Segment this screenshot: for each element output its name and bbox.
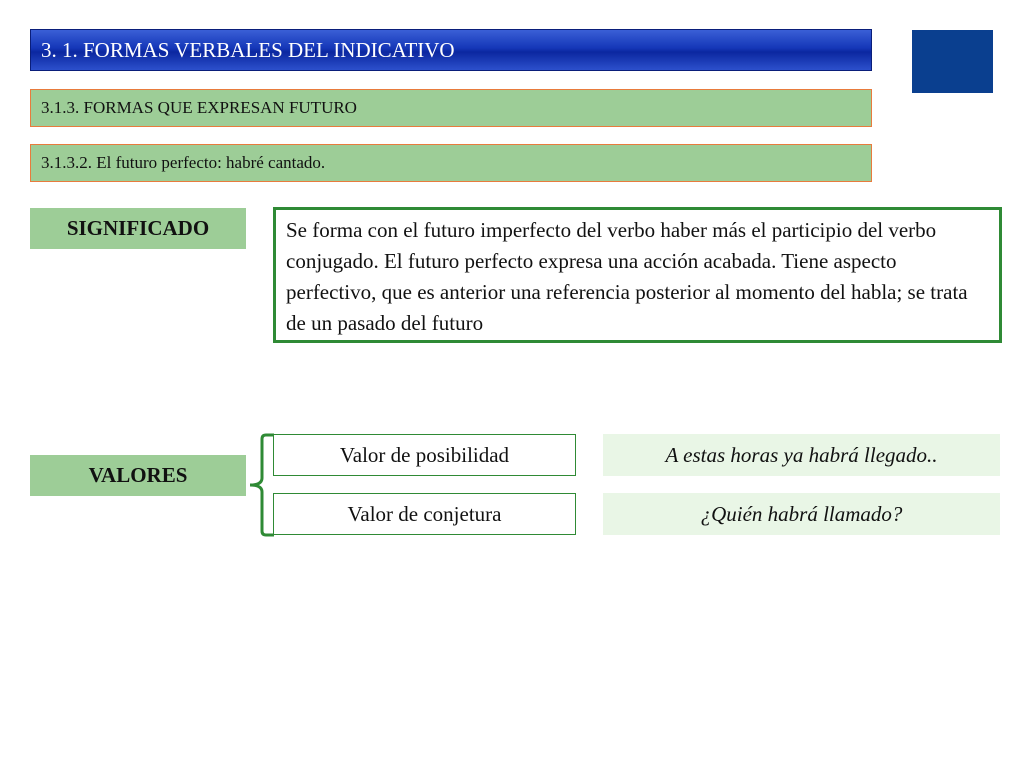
logo-square bbox=[912, 30, 993, 93]
bracket-icon bbox=[244, 432, 276, 538]
significado-label: SIGNIFICADO bbox=[30, 208, 246, 249]
valores-label: VALORES bbox=[30, 455, 246, 496]
section-heading-futuro-perfecto: 3.1.3.2. El futuro perfecto: habré cantado. bbox=[30, 144, 872, 182]
page-title: 3. 1. FORMAS VERBALES DEL INDICATIVO bbox=[30, 29, 872, 71]
valor-conjetura-box: Valor de conjetura bbox=[273, 493, 576, 535]
valor-posibilidad-box: Valor de posibilidad bbox=[273, 434, 576, 476]
ejemplo-posibilidad: A estas horas ya habrá llegado.. bbox=[603, 434, 1000, 476]
ejemplo-conjetura: ¿Quién habrá llamado? bbox=[603, 493, 1000, 535]
significado-text: Se forma con el futuro imperfecto del verbo haber más el participio del verbo conjugado. El futuro perfecto expresa una acción acabada. Tiene aspecto perfectivo, que es anterior una referencia posterior al momento del habla; se trata de un pasado del futuro bbox=[273, 207, 1002, 343]
section-heading-futuro: 3.1.3. FORMAS QUE EXPRESAN FUTURO bbox=[30, 89, 872, 127]
